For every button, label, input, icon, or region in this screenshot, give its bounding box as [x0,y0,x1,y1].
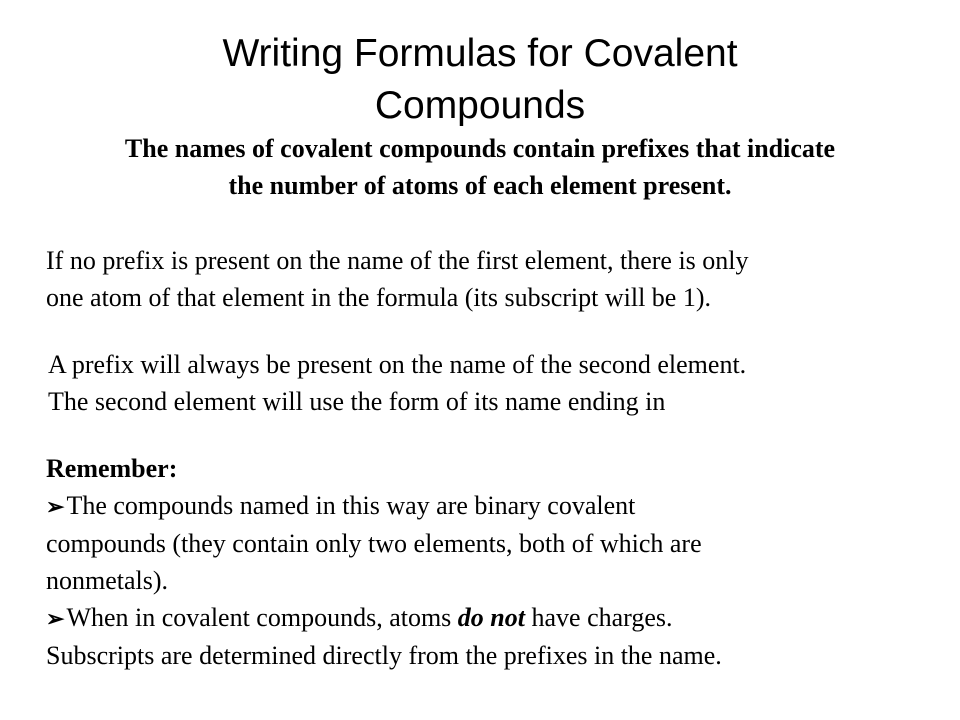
arrow-bullet-icon: ➢ [46,606,65,631]
slide-title [0,28,960,132]
title-line-2: Compounds [374,84,586,127]
title-line-1: Writing Formulas for Covalent [222,32,738,75]
intro-line-2: the number of atoms of each element present. [228,171,732,200]
bullet-2-text-before: When in covalent compounds, atoms [66,603,458,632]
second-element-rule-line-1: A prefix will always be present on the name of the second element. [48,350,747,379]
remember-heading: Remember: [46,454,178,483]
bullet-2-text-after: have charges. [524,603,673,632]
bullet-2-line-2: Subscripts are determined directly from the prefixes in the name. [46,641,722,670]
first-element-rule-line-1: If no prefix is present on the name of the first element, there is only [46,246,749,275]
bullet-1-text: The compounds named in this way are binary covalent [66,491,636,520]
first-element-rule-line-2: one atom of that element in the formula (its subscript will be 1). [46,283,712,312]
bullet-1-line-3: nonmetals). [46,566,169,595]
second-element-rule [48,346,746,420]
bullet-2-emphasis: do not [457,603,525,632]
remember-section [46,450,722,674]
arrow-bullet-icon: ➢ [46,494,65,519]
bullet-2-line-1 [46,599,722,637]
second-element-rule-line-2: The second element will use the form of its name ending in [48,387,666,416]
bullet-1-line-2: compounds (they contain only two elements, both of which are [46,529,702,558]
first-element-rule [46,242,749,316]
intro-line-1: The names of covalent compounds contain prefixes that indicate [124,134,836,163]
intro-statement [0,130,960,204]
bullet-1-line-1 [46,487,722,525]
